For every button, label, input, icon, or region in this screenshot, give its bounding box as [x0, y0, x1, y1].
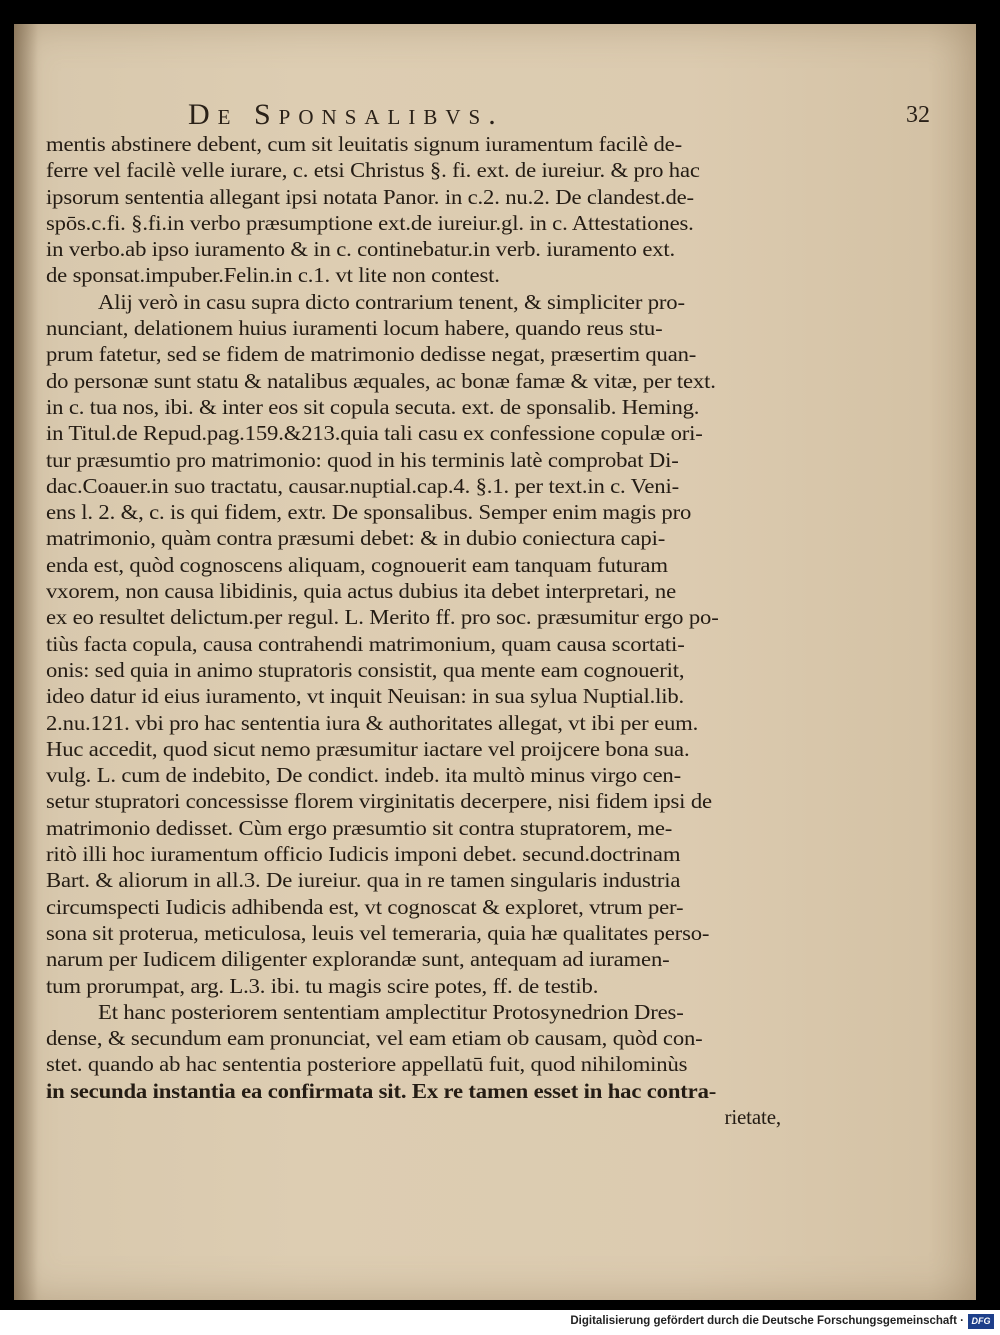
- text-line: rietate,: [724, 1104, 781, 1129]
- text-line: ritò illi hoc iuramentum officio Iudicis imponi debet. secund.doctrinam: [46, 842, 681, 867]
- digitization-footer: [0, 1310, 1000, 1335]
- text-line: 2.nu.121. vbi pro hac sententia iura & authoritates allegat, vt ibi per eum.: [46, 710, 699, 735]
- text-line: sona sit proterua, meticulosa, leuis vel temeraria, quia hæ qualitates perso-: [46, 920, 710, 945]
- text-line: ideo datur id eius iuramento, vt inquit Neuisan: in sua sylua Nuptial.lib.: [46, 684, 685, 709]
- text-line: matrimonio, quàm contra præsumi debet: & in dubio coniectura capi-: [46, 526, 666, 551]
- page-number: 32: [906, 102, 930, 128]
- text-line: setur stupratori concessisse florem virginitatis decerpere, nisi fidem ipsi de: [46, 789, 712, 814]
- text-line: Alij verò in casu supra dicto contrarium tenent, & simpliciter pro-: [98, 289, 685, 314]
- text-line: spōs.c.fi. §.fi.in verbo præsumptione ext.de iureiur.gl. in c. Attestationes.: [46, 210, 694, 235]
- text-line: enda est, quòd cognoscens aliquam, cognouerit eam tanquam futuram: [46, 552, 668, 577]
- body-text: [46, 131, 781, 1130]
- text-line: mentis abstinere debent, cum sit leuitatis signum iuramentum facilè de-: [46, 132, 682, 156]
- text-line: matrimonio dedisset. Cùm ergo præsumtio sit contra stupratorem, me-: [46, 815, 673, 840]
- text-line: tur præsumtio pro matrimonio: quod in his terminis latè comprobat Di-: [46, 447, 679, 472]
- text-line: prum fatetur, sed se fidem de matrimonio dedisse negat, præsertim quan-: [46, 342, 697, 367]
- text-line: in c. tua nos, ibi. & inter eos sit copula secuta. ext. de sponsalib. Heming.: [46, 394, 700, 419]
- text-line: ens l. 2. &, c. is qui fidem, extr. De sponsalibus. Semper enim magis pro: [46, 500, 692, 525]
- text-line: ipsorum sententia allegant ipsi notata Panor. in c.2. nu.2. De clandest.de-: [46, 184, 694, 209]
- text-line: de sponsat.impuber.Felin.in c.1. vt lite non contest.: [46, 263, 500, 288]
- funding-note: Digitalisierung gefördert durch die Deutsche Forschungsgemeinschaft ·: [570, 1315, 964, 1327]
- text-line: Huc accedit, quod sicut nemo præsumitur iactare vel proijcere bona sua.: [46, 736, 690, 761]
- text-line: in Titul.de Repud.pag.159.&213.quia tali casu ex confessione copulæ ori-: [46, 421, 703, 446]
- text-line: in secunda instantia ea confirmata sit. Ex re tamen esset in hac contra-: [46, 1078, 717, 1103]
- text-line: vxorem, non causa libidinis, quia actus dubius ita debet interpretari, ne: [46, 579, 676, 604]
- text-line: ferre vel facilè velle iurare, c. etsi Christus §. fi. ext. de iureiur. & pro hac: [46, 158, 700, 183]
- text-line: in verbo.ab ipso iuramento & in c. continebatur.in verb. iuramento ext.: [46, 237, 676, 262]
- text-line: Et hanc posteriorem sententiam amplectitur Protosynedrion Dres-: [98, 999, 684, 1024]
- text-line: tum prorumpat, arg. L.3. ibi. tu magis scire potes, ff. de testib.: [46, 973, 599, 998]
- text-line: dense, & secundum eam pronunciat, vel eam etiam ob causam, quòd con-: [46, 1026, 703, 1051]
- text-line: nunciant, delationem huius iuramenti locum habere, quando reus stu-: [46, 316, 663, 341]
- text-line: tiùs facta copula, causa contrahendi matrimonium, quam causa scortati-: [46, 631, 685, 656]
- text-line: do personæ sunt statu & natalibus æquales, ac bonæ famæ & vitæ, per text.: [46, 368, 716, 393]
- text-line: circumspecti Iudicis adhibenda est, vt cognoscat & exploret, vtrum per-: [46, 894, 684, 919]
- text-line: stet. quando ab hac sententia posteriore appellatū fuit, quod nihilominùs: [46, 1052, 688, 1077]
- text-line: ex eo resultet delictum.per regul. L. Merito ff. pro soc. præsumitur ergo po-: [46, 605, 719, 630]
- text-line: vulg. L. cum de indebito, De condict. indeb. ita multò minus virgo cen-: [46, 763, 681, 788]
- dfg-logo: DFG: [968, 1314, 994, 1329]
- text-line: dac.Coauer.in suo tractatu, causar.nuptial.cap.4. §.1. per text.in c. Veni-: [46, 473, 679, 498]
- book-page: [14, 24, 976, 1300]
- text-line: narum per Iudicem diligenter explorandæ sunt, antequam ad iuramen-: [46, 947, 670, 972]
- running-title: De Sponsalibvs.: [188, 98, 504, 131]
- text-line: onis: sed quia in animo stupratoris consistit, qua mente eam cognouerit,: [46, 657, 685, 682]
- text-line: Bart. & aliorum in all.3. De iureiur. qua in re tamen singularis industria: [46, 868, 681, 893]
